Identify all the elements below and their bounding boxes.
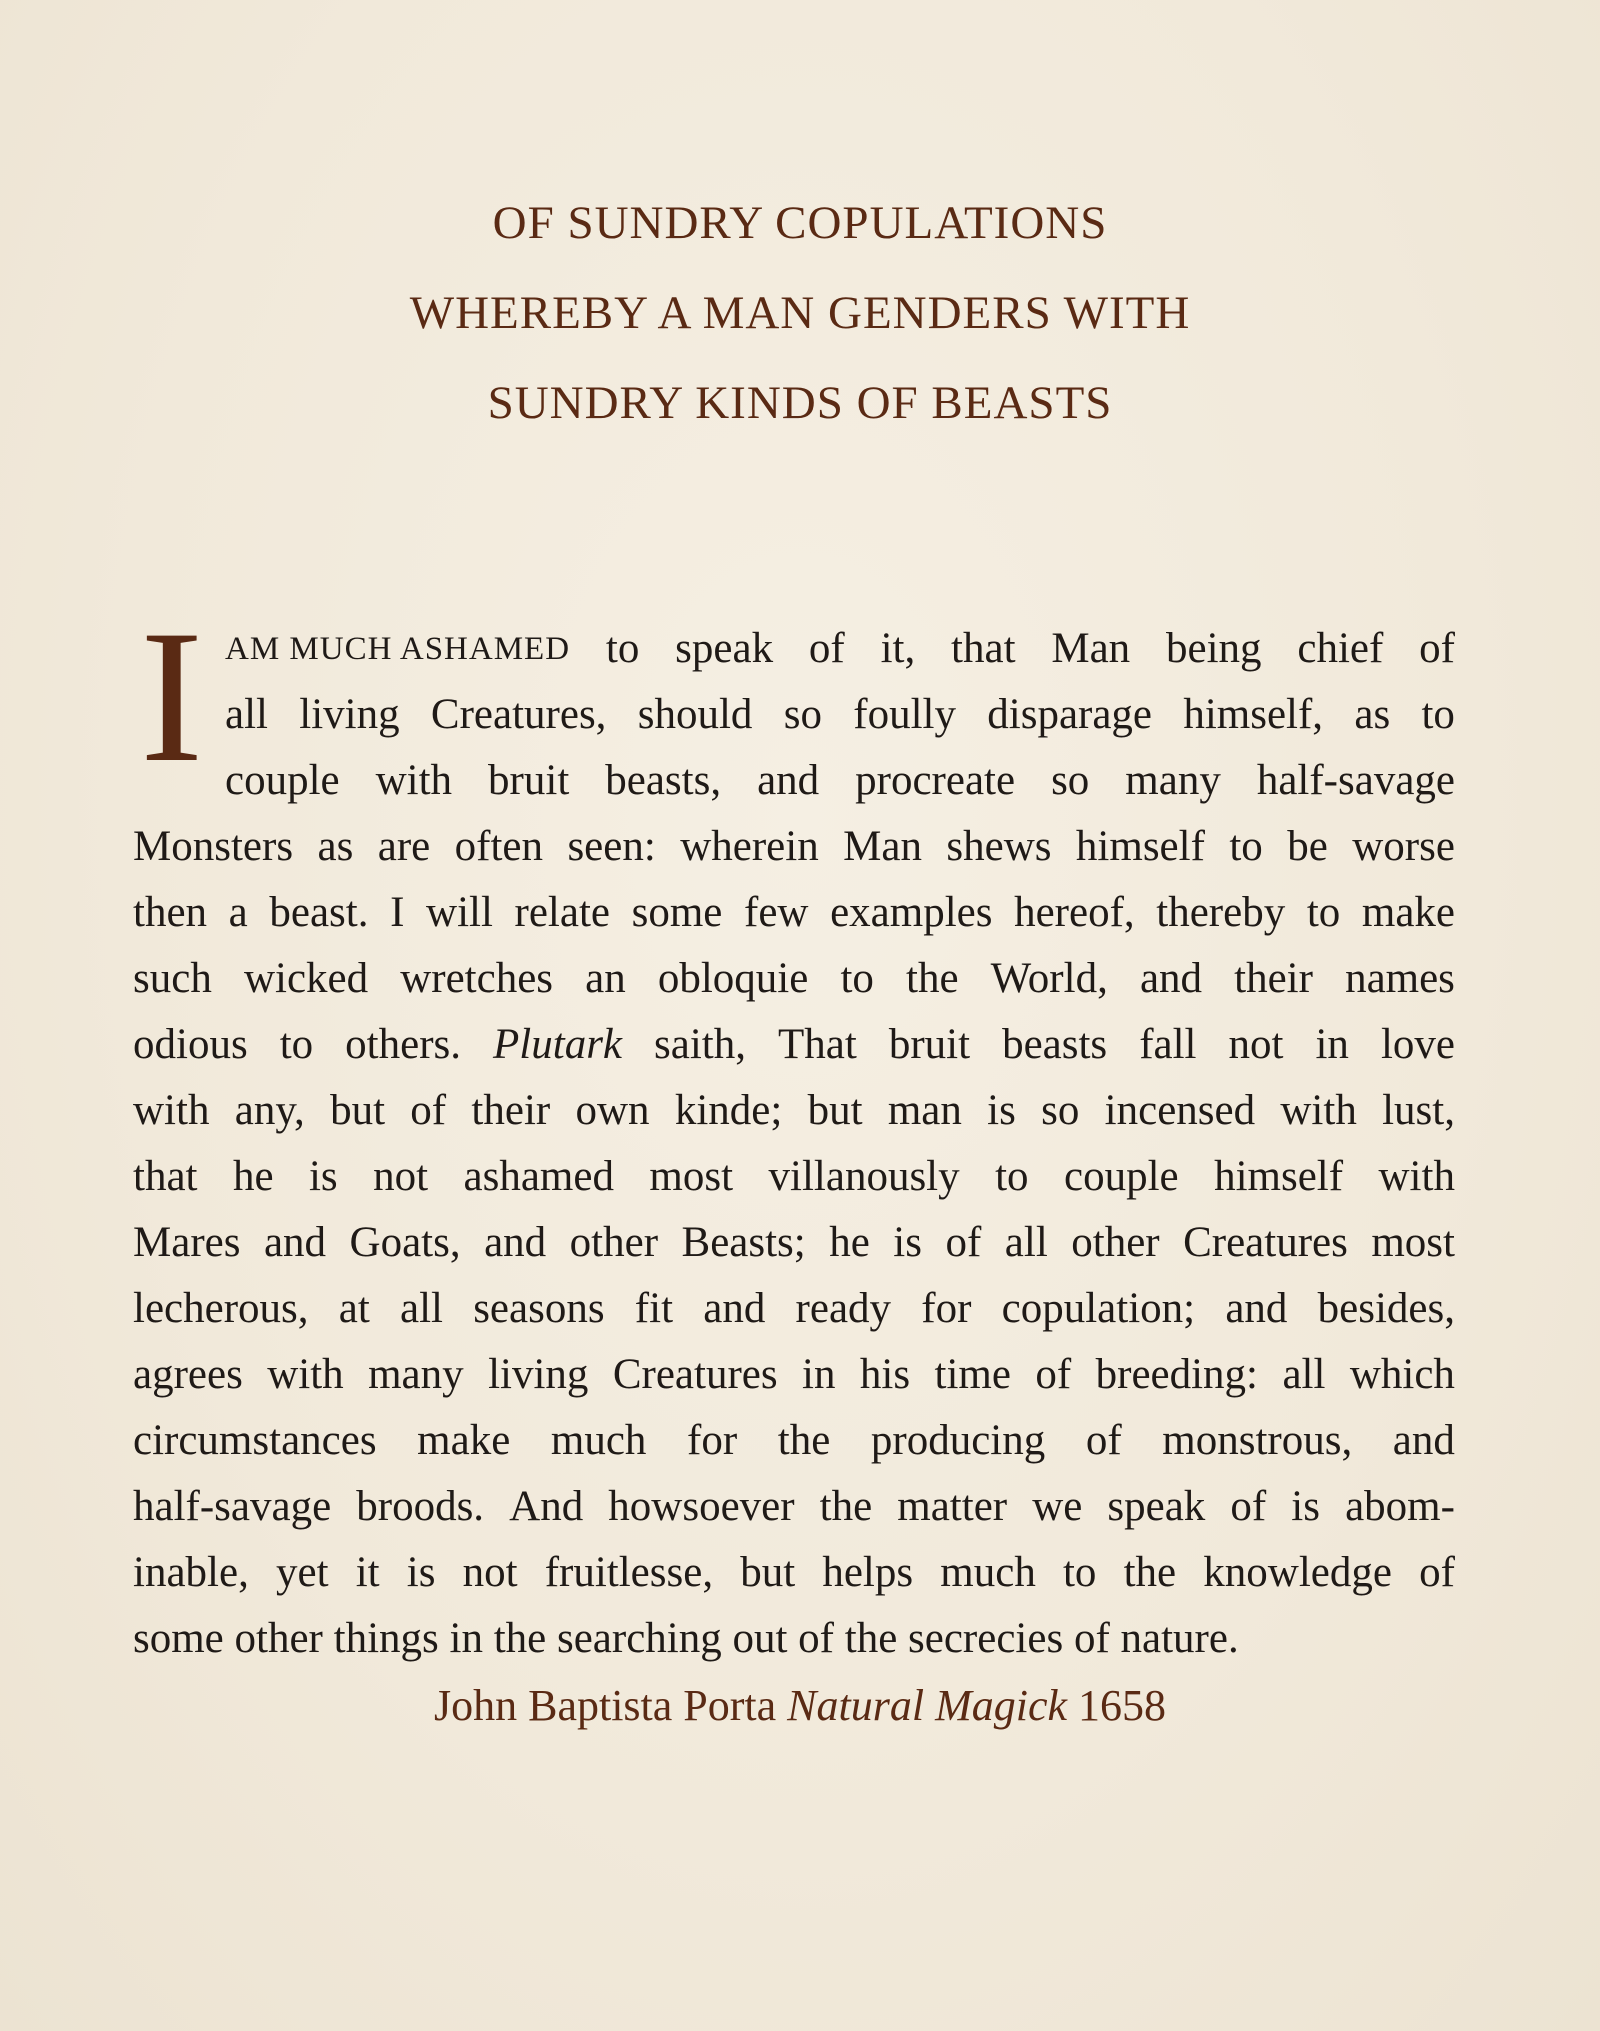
word: their [471,1087,551,1134]
text-line [133,1474,1455,1540]
word: is [893,1219,922,1266]
word: with [267,1351,344,1398]
word: yet [275,1549,329,1596]
text-line [133,1606,1455,1672]
word: of [945,1219,982,1266]
word: and [1392,1417,1455,1464]
word: all [1282,1351,1326,1398]
word: to [1229,823,1263,870]
word: worse [1352,823,1455,870]
word: half-savage [133,1483,332,1530]
word: fall [1139,1021,1197,1068]
word: not [373,1153,429,1200]
word: half-savage [1256,757,1455,804]
word: it, [880,625,916,672]
word: fit [634,1285,674,1332]
word: will [426,889,493,936]
word: broods. [356,1483,485,1530]
title-line-1: OF SUNDRY COPULATIONS [492,197,1108,249]
word: couple [1063,1153,1179,1200]
word: and [263,1219,327,1266]
word: to [1306,889,1341,936]
text-line [133,880,1455,946]
word: in [1315,1021,1349,1068]
word: any, [234,1087,305,1134]
word: Creatures [612,1351,778,1398]
word: the [777,1417,831,1464]
title-line-3: SUNDRY KINDS OF BEASTS [487,377,1113,429]
word: Man [1051,625,1131,672]
attribution-year: 1658 [1078,1681,1167,1730]
word: all [225,691,268,738]
word: of [1085,1417,1122,1464]
word: beast. [269,889,369,936]
text-line [133,1276,1455,1342]
word: the [819,1483,873,1530]
word: much [550,1417,647,1464]
word: not [462,1549,518,1596]
word: of [1419,1549,1455,1596]
word: with [133,1087,210,1134]
word: of [1230,1483,1267,1530]
word: but [330,1087,386,1134]
word: speak [675,625,774,672]
word: lecherous, [133,1285,309,1332]
word: of [410,1087,447,1134]
word: in [802,1351,836,1398]
word: to [995,1153,1029,1200]
italic-name: Plutark [493,1021,623,1068]
word: procreate [855,757,1016,804]
word: Creatures, [430,691,607,738]
attribution-author: John Baptista Porta [433,1681,777,1730]
word: couple [225,757,340,804]
word: breeding: [1095,1351,1259,1398]
word: to [840,955,874,1002]
word: not [1228,1021,1284,1068]
word: their [1234,955,1313,1002]
word: agrees [133,1351,243,1398]
word: others. [345,1021,462,1068]
word: and [703,1285,766,1332]
word: other [1071,1219,1160,1266]
word: of [808,625,845,672]
word: seasons [473,1285,605,1332]
text-line-segment: some other things in the searching out of the secrecies of nature. [133,1615,1239,1662]
attribution-work: Natural Magick [787,1681,1068,1730]
word: that [951,625,1016,672]
word: obloquie [657,955,809,1002]
word: make [417,1417,511,1464]
word: his [859,1351,911,1398]
word: Mares [133,1219,241,1266]
text-line [133,1540,1455,1606]
word: be [1287,823,1328,870]
word: as [317,823,354,870]
word: is [987,1087,1016,1134]
word: Goats, [349,1219,461,1266]
word: inable, [133,1549,249,1596]
body-paragraph [133,616,1455,1672]
word: names [1345,955,1455,1002]
word: it [355,1549,380,1596]
word: and [757,757,820,804]
word: are [377,823,431,870]
word: wherein [680,823,819,870]
word: which [1349,1351,1455,1398]
word: own [575,1087,650,1134]
text-line [133,682,1455,748]
word: matter [897,1483,1008,1530]
text-line [133,946,1455,1012]
word: for [687,1417,738,1464]
text-line [133,616,1455,682]
word: and [484,1219,547,1266]
word: time [934,1351,1011,1398]
word: And [509,1483,584,1530]
word: most [1371,1219,1455,1266]
word: but [740,1549,796,1596]
word: Man [843,823,922,870]
word: Beasts; [681,1219,806,1266]
word: so [783,691,822,738]
word: to [605,625,640,672]
word: hereof, [1014,889,1135,936]
word: much [940,1549,1036,1596]
word: all [400,1285,443,1332]
attribution [0,1680,1600,1731]
word: bruit [488,757,570,804]
word: beasts, [605,757,722,804]
word: Monsters [133,823,294,870]
word: shews [946,823,1052,870]
word: living [299,691,400,738]
word: disparage [987,691,1153,738]
word: some [631,889,723,936]
word: wicked [243,955,369,1002]
word: villanously [768,1153,960,1200]
word: beasts [1002,1021,1108,1068]
word: is [406,1549,436,1596]
word: is [1291,1483,1320,1530]
word: love [1380,1021,1455,1068]
word: of [1035,1351,1072,1398]
word: such [133,955,212,1002]
page-title [0,178,1600,448]
word: saith, [654,1021,746,1068]
word: foully [853,691,956,738]
word: helps [822,1549,914,1596]
word: most [649,1153,734,1200]
word: himself [1075,823,1205,870]
word: Creatures [1183,1219,1348,1266]
text-line [133,1408,1455,1474]
word: all [1004,1219,1048,1266]
word: make [1361,889,1455,936]
word: lust, [1382,1087,1455,1134]
word: with [1280,1087,1357,1134]
word: at [338,1285,370,1332]
title-line-2: WHEREBY A MAN GENDERS WITH [409,287,1191,339]
word: odious [133,1021,248,1068]
word: I [390,889,405,936]
word: howsoever [608,1483,795,1530]
word: kinde; [674,1087,783,1134]
word: many [368,1351,464,1398]
text-line [133,748,1455,814]
text-line [133,1078,1455,1144]
word: a [228,889,248,936]
word: copulation; [1001,1285,1196,1332]
text-line [133,1012,1455,1078]
word: he [829,1219,870,1266]
word: himself, [1183,691,1324,738]
word: but [807,1087,863,1134]
word: fruitlesse, [544,1549,714,1596]
word: living [488,1351,589,1398]
word: thereby [1156,889,1286,936]
text-line [133,814,1455,880]
word: so [1041,1087,1080,1134]
word: an [585,955,626,1002]
word: as [1354,691,1391,738]
word: besides, [1317,1285,1455,1332]
word: himself [1214,1153,1344,1200]
word: relate [514,889,611,936]
word: the [906,955,959,1002]
text-line [133,1342,1455,1408]
word: ready [795,1285,892,1332]
word: speak [1107,1483,1206,1530]
word: seen: [567,823,656,870]
opening-smallcaps: AM MUCH ASHAMED [225,631,571,667]
word: we [1032,1483,1083,1530]
word: to [1062,1549,1097,1596]
word: ashamed [463,1153,614,1200]
word: many [1125,757,1221,804]
word: monstrous, [1162,1417,1353,1464]
word: to [279,1021,314,1068]
word: other [569,1219,659,1266]
word: abom- [1345,1483,1455,1530]
word: so [1051,757,1090,804]
word: then [133,889,208,936]
word: knowledge [1203,1549,1392,1596]
word: World, [990,955,1108,1002]
text-line [133,1210,1455,1276]
word: examples [830,889,993,936]
word: producing [870,1417,1046,1464]
word: of [1419,625,1455,672]
word: for [921,1285,972,1332]
word: with [375,757,453,804]
word: he [232,1153,274,1200]
word: man [887,1087,962,1134]
word: incensed [1104,1087,1256,1134]
word: and [1139,955,1203,1002]
word: That [778,1021,857,1068]
word: wretches [400,955,554,1002]
word: few [744,889,809,936]
word: that [133,1153,198,1200]
word: to [1421,691,1455,738]
word: chief [1297,625,1384,672]
drop-cap: I [140,592,204,802]
word: is [308,1153,338,1200]
word: bruit [888,1021,971,1068]
word: being [1166,625,1262,672]
word: should [637,691,753,738]
word: circumstances [133,1417,377,1464]
word: and [1225,1285,1288,1332]
word: the [1123,1549,1177,1596]
word: often [454,823,544,870]
word: with [1378,1153,1455,1200]
text-line [133,1144,1455,1210]
